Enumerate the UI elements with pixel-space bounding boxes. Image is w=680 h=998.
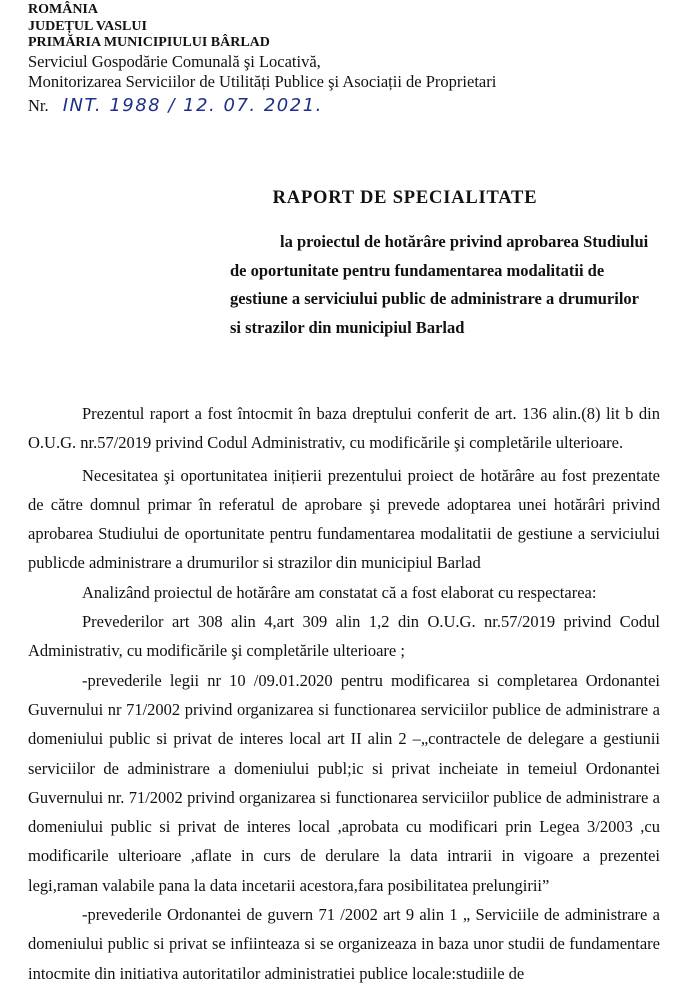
body-paragraph: Prevederilor art 308 alin 4,art 309 alin 1,2 din O.U.G. nr.57/2019 privind Codul Administrativ, cu modificările şi completările ulterioare ;	[28, 612, 660, 661]
document-header	[28, 2, 496, 116]
registration-number	[28, 96, 496, 116]
service-name-line1: Serviciul Gospodărie Comunală şi Locativă,	[28, 51, 321, 71]
county-name: JUDEȚUL VASLUI	[28, 18, 147, 34]
subject-line: la proiectul de hotărâre privind aprobarea Studiului	[280, 232, 649, 251]
document-title: RAPORT DE SPECIALITATE	[272, 188, 538, 208]
nr-label: Nr.	[28, 95, 49, 115]
country-name: ROMÂNIA	[28, 2, 98, 17]
body-paragraph: Prezentul raport a fost întocmit în baza dreptului conferit de art. 136 alin.(8) lit b din O.U.G. nr.57/2019 privind Codul Administrativ, cu modificările şi completările ulterioare.	[28, 404, 660, 453]
body-paragraph: -prevederile Ordonantei de guvern 71 /2002 art 9 alin 1 „ Serviciile de administrare a domeniului public si privat se infiinteaza si se organizeaza in baza unor studii de fundamentare intocmite din initiativa autoritatilor administratiei publice locale:studiile de	[28, 905, 660, 983]
document-body	[28, 399, 660, 988]
handwritten-registration: INT. 1988 / 12. 07. 2021.	[62, 94, 323, 116]
document-subject	[230, 228, 650, 342]
city-hall-name: PRIMĂRIA MUNICIPIULUI BÂRLAD	[28, 35, 270, 50]
body-paragraph: Analizând proiectul de hotărâre am constatat că a fost elaborat cu respectarea:	[82, 582, 597, 602]
subject-line: gestiune a serviciului public de administrare a drumurilor	[230, 289, 639, 308]
body-paragraph: Necesitatea şi oportunitatea inițierii prezentului proiect de hotărâre au fost prezentate de către domnul primar în referatul de aprobare şi prevede adoptarea unei hotărâri privind aprobarea Studiului de oportunitate pentru fundamentarea modalitatii de gestiune a serviciului publicde administrare a drumurilor si strazilor din municipiul Barlad	[28, 465, 660, 573]
subject-line: de oportunitate pentru fundamentarea modalitatii de	[230, 260, 605, 280]
service-name-line2: Monitorizarea Serviciilor de Utilități Publice şi Asociații de Proprietari	[28, 71, 497, 91]
subject-line: si strazilor din municipiul Barlad	[230, 317, 465, 337]
body-paragraph: -prevederile legii nr 10 /09.01.2020 pentru modificarea si completarea Ordonantei Guvernului nr 71/2002 privind organizarea si functionarea serviciilor publice de administrare a domeniului public si privat de interes local art II alin 2 –„contractele de delegare a gestiunii serviciilor de administrare a domeniului publ;ic si privat incheiate in temeiul Ordonantei Guvernului nr. 71/2002 privind organizarea si functionarea serviciilor publice de administrare a domeniului public si privat de interes local ,aprobata cu modificari prin Legea 3/2003 ,cu modificarile ulterioare ,aflate in curs de derulare la data intrarii in vigoare a prezentei legi,raman valabile pana la data incetarii acestora,fara posibilitatea prelungirii”	[28, 670, 660, 895]
